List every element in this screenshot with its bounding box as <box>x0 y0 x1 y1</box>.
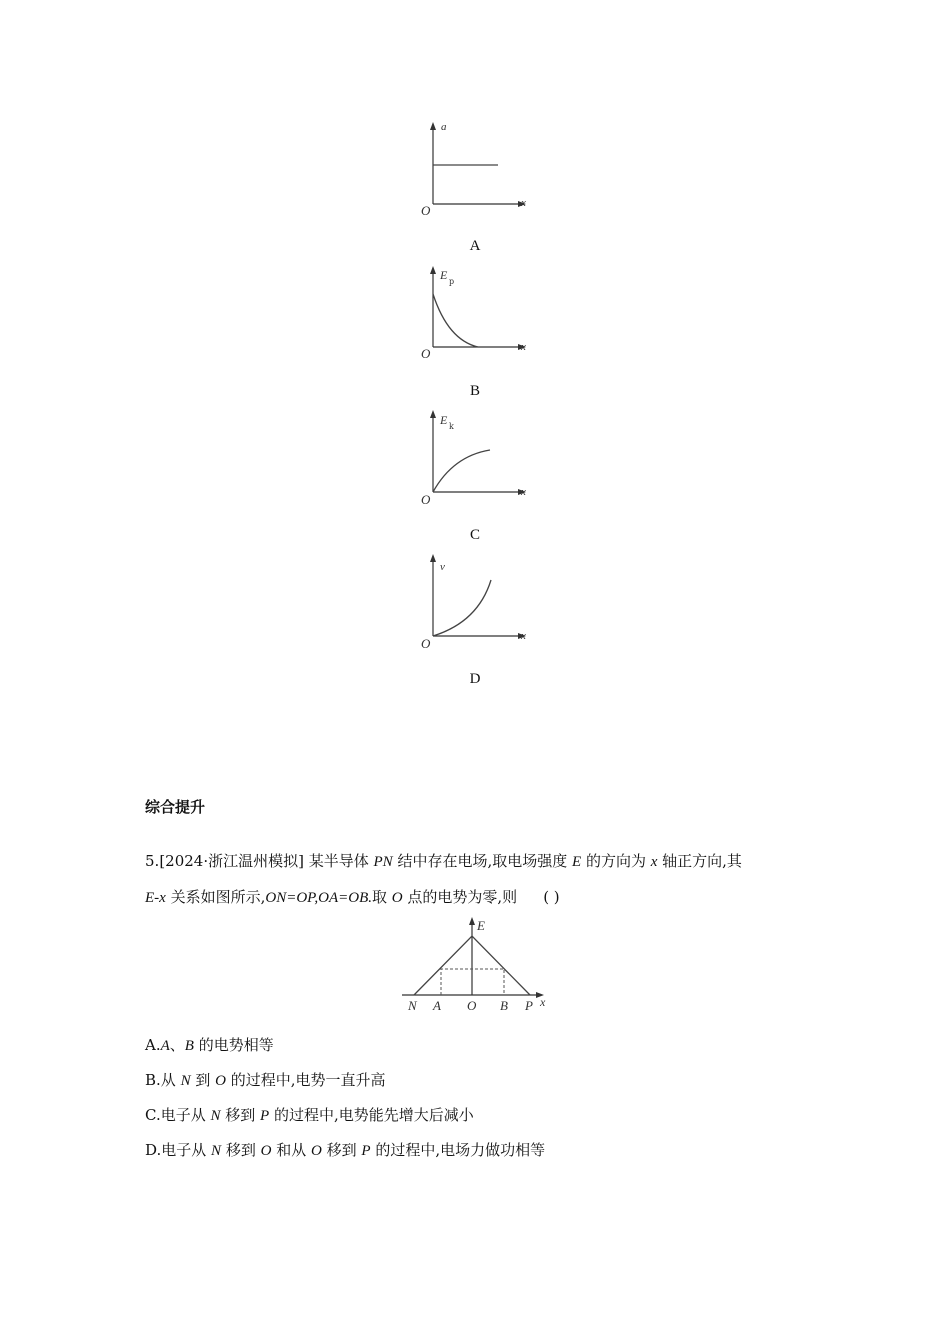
choice-text: 移到 <box>221 1141 261 1159</box>
y-axis-subscript: p <box>449 277 455 286</box>
point-p-label: P <box>525 998 533 1013</box>
math-var: P <box>361 1143 371 1159</box>
point-n-label: N <box>408 998 417 1013</box>
question-source: [2024·浙江温州模拟] <box>159 852 304 870</box>
origin-label: O <box>421 636 431 650</box>
math-var: A <box>160 1038 170 1054</box>
question-text: 的方向为 <box>581 852 651 870</box>
question-line-2 <box>145 887 560 908</box>
graph-c <box>418 406 538 506</box>
question-text: 结中存在电场,取电场强度 <box>392 852 572 870</box>
question-text: 某半导体 <box>303 852 374 870</box>
math-var: B <box>184 1038 194 1054</box>
y-axis-label: E <box>440 268 448 282</box>
ex-figure <box>398 913 558 1017</box>
math-o: O <box>391 890 403 906</box>
question-text: 点的电势为零,则 <box>402 888 518 906</box>
choice-text: 、 <box>169 1036 185 1054</box>
question-text: 轴正方向,其 <box>657 852 742 870</box>
origin-label: O <box>421 203 431 218</box>
choice-text: 的过程中,电势能先增大后减小 <box>269 1106 474 1124</box>
y-arrow <box>430 122 436 130</box>
math-var: N <box>211 1143 222 1159</box>
choice-text: 移到 <box>321 1141 362 1159</box>
point-a-label: A <box>433 998 441 1013</box>
graph-d <box>418 550 538 650</box>
x-axis-label: x <box>521 486 526 498</box>
graph-b-svg <box>418 262 538 362</box>
accelerating-curve <box>433 580 491 636</box>
math-pn: PN <box>373 854 393 870</box>
choice-text: 的过程中,电势一直升高 <box>225 1071 386 1089</box>
math-var: O <box>215 1073 226 1089</box>
origin-label: O <box>421 492 431 506</box>
choice-c[interactable] <box>145 1104 474 1125</box>
option-a-label: A <box>469 238 481 254</box>
graph-c-svg <box>418 406 538 506</box>
choice-text: 移到 <box>220 1106 261 1124</box>
math-var: O <box>310 1143 322 1159</box>
graph-b <box>418 262 538 362</box>
y-axis-subscript: k <box>449 422 454 431</box>
question-line-1 <box>145 851 742 872</box>
question-text: 取 <box>372 888 392 906</box>
answer-bracket: ( ) <box>543 888 560 906</box>
section-title: 综合提升 <box>145 798 206 816</box>
choice-d[interactable] <box>145 1139 545 1160</box>
option-d-label: D <box>469 671 481 687</box>
math-x: x <box>650 854 658 870</box>
y-arrow <box>430 410 436 418</box>
graph-a-svg <box>418 118 538 218</box>
graph-a <box>418 118 538 218</box>
e-axis-label: E <box>477 918 485 933</box>
choice-text: 的电势相等 <box>193 1036 274 1054</box>
option-b-label: B <box>469 383 480 399</box>
choice-prefix: C.电子从 <box>145 1106 211 1124</box>
decay-curve <box>433 294 478 347</box>
x-axis-label: x <box>540 995 546 1009</box>
math-relations: ON=OP,OA=OB. <box>265 890 373 906</box>
choice-prefix: D.电子从 <box>145 1141 212 1159</box>
x-axis-label: x <box>521 341 526 353</box>
choice-b[interactable] <box>145 1069 386 1090</box>
point-o-label: O <box>467 998 477 1013</box>
choice-text: 到 <box>190 1071 216 1089</box>
math-e: E <box>572 854 582 870</box>
math-ex: E-x <box>145 890 166 906</box>
math-var: N <box>210 1108 221 1124</box>
y-arrow <box>430 266 436 274</box>
ex-figure-svg <box>398 913 558 1017</box>
choice-prefix: A. <box>145 1036 161 1054</box>
y-arrow <box>430 554 436 562</box>
e-arrow <box>469 917 475 925</box>
rising-curve <box>433 450 490 492</box>
x-axis-label: x <box>521 197 526 209</box>
math-var: O <box>260 1143 272 1159</box>
point-b-label: B <box>500 998 508 1013</box>
y-axis-label: v <box>440 561 445 573</box>
choice-a[interactable] <box>145 1034 274 1055</box>
y-axis-label: a <box>441 121 447 133</box>
option-c-label: C <box>469 527 480 543</box>
math-var: N <box>180 1073 191 1089</box>
choice-text: 的过程中,电场力做功相等 <box>370 1141 546 1159</box>
origin-label: O <box>421 346 431 361</box>
choice-prefix: B.从 <box>145 1071 181 1089</box>
choice-text: 和从 <box>271 1141 311 1159</box>
graph-d-svg <box>418 550 538 650</box>
math-var: P <box>260 1108 270 1124</box>
question-number: 5. <box>145 852 160 870</box>
x-axis-label: x <box>521 630 526 642</box>
question-text: 关系如图所示, <box>165 888 266 906</box>
y-axis-label: E <box>440 413 448 427</box>
